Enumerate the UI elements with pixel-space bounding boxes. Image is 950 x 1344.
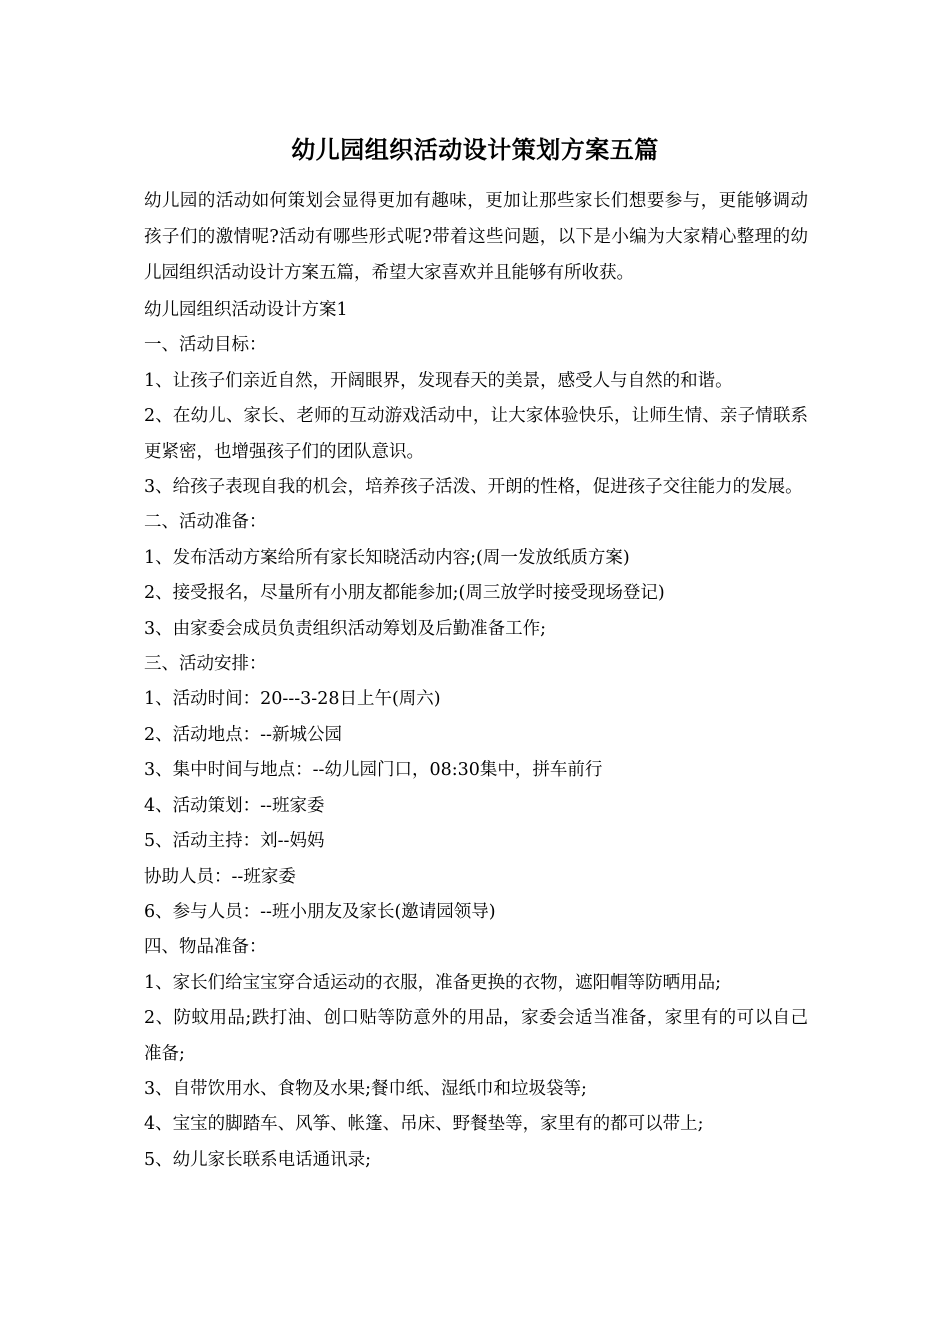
section-heading-schedule: 三、活动安排： <box>144 654 267 675</box>
intro-paragraph: 幼儿园的活动如何策划会显得更加有趣味，更加让那些家长们想要参与，更能够调动孩子们的激情呢?活动有哪些形式呢?带着这些问题，以下是小编为大家精心整理的幼儿园组织活动设计方案五篇，希望大家喜欢并且能够有所收获。 <box>144 191 808 283</box>
preparation-item-2: 2、接受报名，尽量所有小朋友都能参加;(周三放学时接受现场登记) <box>144 583 665 604</box>
section-heading-goals: 一、活动目标： <box>144 335 267 356</box>
schedule-item-participants: 6、参与人员：--班小朋友及家长(邀请园领导) <box>144 901 496 922</box>
section-heading-supplies: 四、物品准备： <box>144 937 267 958</box>
document-title: 幼儿园组织活动设计策划方案五篇 <box>291 135 659 164</box>
goal-item-2: 2、在幼儿、家长、老师的互动游戏活动中，让大家体验快乐，让师生情、亲子情联系更紧密，也增强孩子们的团队意识。 <box>144 406 808 462</box>
supplies-item-4: 4、宝宝的脚踏车、风筝、帐篷、吊床、野餐垫等，家里有的都可以带上; <box>144 1114 704 1135</box>
schedule-item-location: 2、活动地点：--新城公园 <box>144 724 342 745</box>
goal-item-1: 1、让孩子们亲近自然，开阔眼界，发现春天的美景，感受人与自然的和谐。 <box>144 370 733 391</box>
schedule-item-time: 1、活动时间：20---3-28日上午(周六) <box>144 689 441 710</box>
supplies-item-1: 1、家长们给宝宝穿合适运动的衣服，准备更换的衣物，遮阳帽等防晒用品; <box>144 972 722 993</box>
schedule-item-assistants: 协助人员：--班家委 <box>144 866 296 887</box>
supplies-item-5: 5、幼儿家长联系电话通讯录; <box>144 1149 372 1170</box>
preparation-item-1: 1、发布活动方案给所有家长知晓活动内容;(周一发放纸质方案) <box>144 547 630 568</box>
schedule-item-host: 5、活动主持：刘--妈妈 <box>144 831 325 852</box>
supplies-item-3: 3、自带饮用水、食物及水果;餐巾纸、湿纸巾和垃圾袋等; <box>144 1078 587 1099</box>
schedule-item-planner: 4、活动策划：--班家委 <box>144 795 325 816</box>
document-body <box>144 183 808 1178</box>
goal-item-3: 3、给孩子表现自我的机会，培养孩子活泼、开朗的性格，促进孩子交往能力的发展。 <box>144 477 803 498</box>
section-heading-plan-1: 幼儿园组织活动设计方案1 <box>144 300 348 320</box>
preparation-item-3: 3、由家委会成员负责组织活动筹划及后勤准备工作; <box>144 618 547 639</box>
supplies-item-2: 2、防蚊用品;跌打油、创口贴等防意外的用品，家委会适当准备，家里有的可以自己准备; <box>144 1008 808 1064</box>
section-heading-preparation: 二、活动准备： <box>144 512 267 533</box>
schedule-item-meeting: 3、集中时间与地点：--幼儿园门口，08:30集中，拼车前行 <box>144 760 603 781</box>
